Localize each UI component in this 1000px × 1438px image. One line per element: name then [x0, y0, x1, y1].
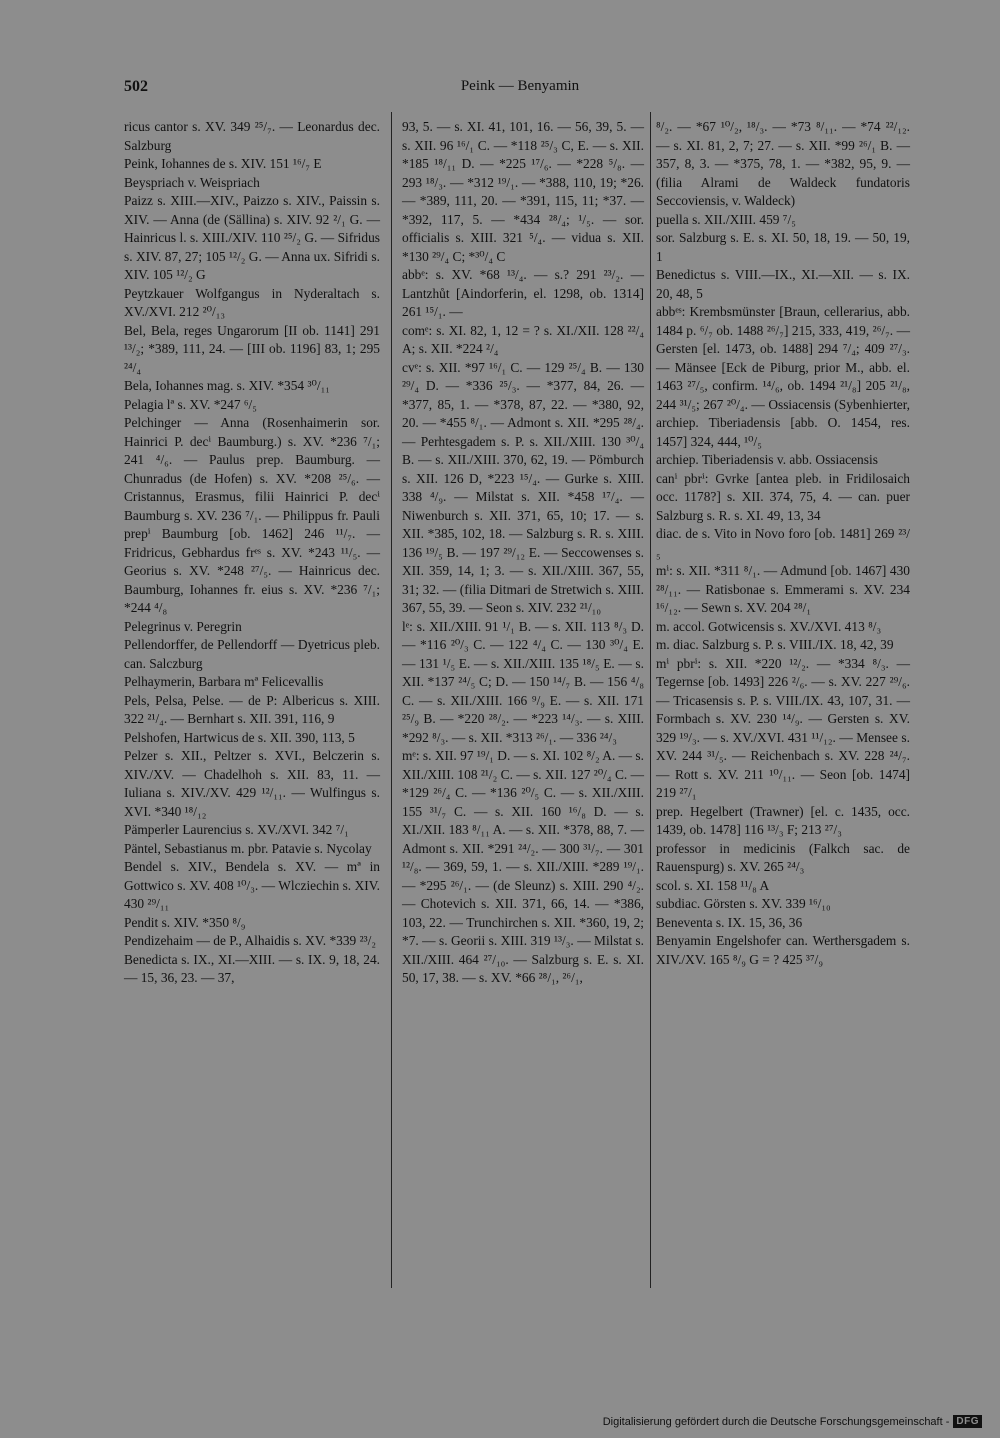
index-entry: diac. de s. Vito in Novo foro [ob. 1481] 269 ²³/₅: [656, 526, 910, 560]
index-entry: Pämperler Laurencius s. XV./XVI. 342 ⁷/₁: [124, 822, 349, 837]
index-entry: Bela, Iohannes mag. s. XIV. *354 ³⁰/₁₁: [124, 378, 330, 393]
index-entry: m. accol. Gotwicensis s. XV./XVI. 413 ⁸/₃: [656, 618, 882, 634]
index-entry: Pelegrinus v. Peregrin: [124, 618, 242, 634]
column-divider: [391, 112, 392, 1288]
index-entry: Paizz s. XIII.—XIV., Paizzo s. XIV., Paissin s. XIV. — Anna (de (Sällina) s. XIV. 92 ²/₁ G. — Hainricus l. s. XIII./XIV. 110 ²⁵/₂ G. — Sifridus s. XIV. 87, 27; 105 ¹²/₂ G. — Anna ux. Sifridi s. XIV. 105 ¹²/₂ G: [124, 193, 380, 282]
index-entry: Päntel, Sebastianus m. pbr. Patavie s. Nycolay: [124, 840, 372, 856]
index-entry: prep. Hegelbert (Trawner) [el. c. 1435, occ. 1439, ob. 1478] 116 ¹³/₃ F; 213 ²⁷/₃: [656, 803, 910, 837]
index-entry: Pendizehaim — de P., Alhaidis s. XV. *339 ²³/₂: [124, 933, 376, 948]
index-entry: ricus cantor s. XV. 349 ²⁵/₇. — Leonardus dec. Salzburg: [124, 119, 380, 153]
index-entry: Benedicta s. IX., XI.—XIII. — s. IX. 9, 18, 24. — 15, 36, 23. — 37,: [124, 951, 380, 985]
index-entry: canⁱ pbrⁱ: Gvrke [antea pleb. in Fridilosaich occ. 1178?] s. XII. 374, 75, 4. — can. puer Salzburg s. R. s. XI. 49, 13, 34: [656, 470, 910, 523]
index-entry: Pendit s. XIV. *350 ⁸/₉: [124, 914, 246, 930]
dfg-logo: DFG: [953, 1415, 982, 1428]
column-1: [124, 118, 380, 988]
index-entry: Pels, Pelsa, Pelse. — de P: Albericus s. XIII. 322 ²¹/₄. — Bernhart s. XII. 391, 116, 9: [124, 692, 380, 726]
index-entry: Peink, Iohannes de s. XIV. 151 ¹⁶/₇ E: [124, 156, 322, 171]
index-entry: m. diac. Salzburg s. P. s. VIII./IX. 18, 42, 39: [656, 637, 894, 652]
index-entry: Beyspriach v. Weispriach: [124, 174, 260, 190]
index-entry: professor in medicinis (Falkch sac. de Rauenspurg) s. XV. 265 ²⁴/₃: [656, 840, 910, 874]
index-entry: Benedictus s. VIII.—IX., XI.—XII. — s. IX. 20, 48, 5: [656, 267, 910, 301]
index-entry: Pelzer s. XII., Peltzer s. XVI., Belczerin s. XIV./XV. — Chadelhoh s. XII. 83, 11. — Iuliana s. XIV./XV. 429 ¹²/₁₁. — Wulfingus s. XVI. *340 ¹⁸/₁₂: [124, 748, 380, 819]
running-head: Peink — Benyamin: [460, 78, 580, 94]
index-entry: Pellendorffer, de Pellendorff — Dyetricus pleb. can. Salczburg: [124, 637, 380, 671]
index-entry: abbᵉˢ: Krembsmünster [Braun, cellerarius, abb. 1484 p. ⁶/₇ ob. 1488 ²⁶/₇] 215, 333, 419, ²⁶/₇. — Gersten [el. 1473, ob. 1488] 294 ⁷/₄; 409 ²⁷/₃. — Mänsee [Eck de Piburg, prior M., abb. el. 1463 ²⁷/₅, confirm. ¹⁴/₆, ob. 1494 ²¹/₈] 205 ²¹/₈, 244 ³¹/₅; 267 ²⁰/₄. — Ossiacensis (Sybenhierter, archiep. Tiberiadensis [abb. O. 1454, res. 1457] 324, 444, ¹⁰/₅: [656, 304, 910, 449]
index-entry: cvᵉ: s. XII. *97 ¹⁶/₁ C. — 129 ²⁵/₄ B. — 130 ²⁹/₄ D. — *336 ²⁵/₃. — *377, 84, 26. — *377, 85, 1. — *378, 87, 22. — *380, 92, 20. — *455 ⁸/₁. — Admont s. XII. *295 ²⁸/₄. — Perhtesgadem s. P. s. XII./XIII. 130 ³⁰/₄ B. — s. XII./XIII. 370, 62, 19. — Pömburch s. XII. 126 D, *223 ¹⁵/₄. — Gurke s. XIII. 338 ⁴/₉. — Milstat s. XII. *458 ¹⁷/₄. — Niwenburch s. XII. 371, 65, 10; 17. — s. XII. *385, 102, 18. — Salzburg s. R. s. XIII. 136 ¹⁹/₅ B. — 197 ²⁹/₁₂ E. — Seccowenses s. XII. 359, 14, 1; 3. — s. XII./XIII. 367, 55, 31; 32. — (filia Ditmari de Stretwich s. XIII. 367, 55, 39. — Seon s. XIV. 232 ²¹/₁₀: [402, 359, 644, 615]
index-entry: abbᵉ: s. XV. *68 ¹³/₄. — s.? 291 ²³/₂. — Lantzhůt [Aindorferin, el. 1298, ob. 1314] 261 ¹⁵/₁. —: [402, 267, 644, 319]
index-entry: ⁸/₂. — *67 ¹⁰/₂, ¹⁸/₃. — *73 ⁸/₁₁. — *74 ²²/₁₂. — s. XI. 81, 2, 7; 27. — s. XII. *99 ²⁶/₁ B. — 357, 8, 3. — *375, 78, 1. — *382, 95, 9. — (filia Alrami de Waldeck fundatoris Seccoviensis, v. Waldeck): [656, 119, 910, 208]
index-entry: scol. s. XI. 158 ¹¹/₈ A: [656, 877, 770, 893]
index-entry: Bel, Bela, reges Ungarorum [II ob. 1141] 291 ¹³/₂; *389, 111, 24. — [III ob. 1196] 83, 1; 295 ²⁴/₄: [124, 322, 380, 375]
index-entry: archiep. Tiberiadensis v. abb. Ossiacensis: [656, 452, 878, 467]
column-divider: [650, 112, 651, 1288]
index-entry: subdiac. Görsten s. XV. 339 ¹⁶/₁₀: [656, 896, 831, 911]
footer-text: Digitalisierung gefördert durch die Deutsche Forschungsgemeinschaft -: [602, 1415, 950, 1428]
index-entry: sor. Salzburg s. E. s. XI. 50, 18, 19. — 50, 19, 1: [656, 230, 910, 264]
index-entry: Pelshofen, Hartwicus de s. XII. 390, 113, 5: [124, 729, 355, 745]
column-3: [656, 118, 910, 969]
index-entry: Beneventa s. IX. 15, 36, 36: [656, 914, 803, 930]
index-entry: Pelagia lª s. XV. *247 ⁶/₅: [124, 396, 257, 412]
index-entry: mⁱ pbrⁱ: s. XII. *220 ¹²/₂. — *334 ⁸/₃. — Tegernse [ob. 1493] 226 ²/₆. — s. XV. 227 ²⁹/₆. — Tricasensis s. P. s. VIII./IX. 43, 107, 31. — Formbach s. XV. 230 ¹⁴/₉. — Gersten s. XV. 329 ¹⁹/₃. — s. XV./XVI. 431 ¹¹/₁₂. — Mensee s. XV. 244 ³¹/₅. — Reichenbach s. XV. 228 ²⁴/₇. — Rott s. XV. 211 ¹⁰/₁₁. — Seon [ob. 1474] 219 ²⁷/₁: [656, 655, 910, 800]
index-entry: Pelchinger — Anna (Rosenhaimerin sor. Hainrici P. decⁱ Baumburg.) s. XV. *236 ⁷/₁; 241 ⁴/₆. — Paulus prep. Baumburg. — Chunradus (de Hofen) s. XV. *208 ²⁵/₆. — Cristannus, Erasmus, filii Hainrici P. decⁱ Baumburg s. XV. 236 ⁷/₁. — Philippus fr. Pauli prepⁱ Baumburg [ob. 1462] 246 ¹¹/₇. — Fridricus, Gebhardus frᵉˢ s. XV. *243 ¹¹/₅. — Georius s. XV. *248 ²⁷/₅. — Hainricus dec. Baumburg, Iohannes fr. eius s. XV. *236 ⁷/₁; *244 ⁴/₈: [124, 415, 380, 615]
column-2: [402, 118, 644, 988]
index-entry: Pelhaymerin, Barbara mª Felicevallis: [124, 674, 324, 689]
index-entry: Bendel s. XIV., Bendela s. XV. — mª in Gottwico s. XV. 408 ¹⁰/₃. — Wlcziechin s. XIV. 430 ²⁹/₁₁: [124, 859, 380, 911]
index-entry: lᵉ: s. XII./XIII. 91 ¹/₁ B. — s. XII. 113 ⁸/₃ D. — *116 ²⁰/₃ C. — 122 ⁴/₄ C. — 130 ³⁰/₄ E. — 131 ¹/₅ E. — s. XII./XIII. 135 ¹⁸/₅ E. — s. XII. *137 ²⁴/₅ C; D. — 150 ¹⁴/₇ B. — 156 ⁴/₈ C. — s. XII./XIII. 166 ⁹/₉ E. — s. XII. 171 ²⁵/₉ B. — *220 ²⁸/₂. — *223 ¹⁴/₃. — s. XIII. *292 ⁸/₃. — s. XII. *313 ²⁶/₁. — 336 ²⁴/₃: [402, 618, 644, 745]
index-entry: comᵉ: s. XI. 82, 1, 12 = ? s. XI./XII. 128 ²²/₄ A; s. XII. *224 ²/₄: [402, 322, 644, 356]
index-entry: Benyamin Engelshofer can. Werthersgadem s. XIV./XV. 165 ⁸/₉ G = ? 425 ³⁷/₉: [656, 933, 910, 967]
index-entry: Peytzkauer Wolfgangus in Nyderaltach s. XV./XVI. 212 ²⁰/₁₃: [124, 285, 380, 319]
index-entry: mᵉ: s. XII. 97 ¹⁹/₁ D. — s. XI. 102 ⁸/₂ A. — s. XII./XIII. 108 ²¹/₂ C. — s. XII. 127 ²⁰/₄ C. — *129 ²⁶/₄ C. — *136 ²⁰/₅ C. — s. XII./XIII. 155 ³¹/₇ C. — s. XII. 160 ¹⁶/₈ D. — s. XI./XII. 183 ⁸/₁₁ A. — s. XII. *378, 88, 7. — Admont s. XII. *291 ²⁴/₂. — 300 ³¹/₇. — 301 ¹²/₈. — 369, 59, 1. — s. XII./XIII. *289 ¹⁹/₁. — *295 ²⁶/₁. — (de Sleunz) s. XIII. 290 ⁴/₂. — Chotevich s. XII. 371, 66, 14. — *386, 103, 22. — Trunchirchen s. XII. *360, 19, 2; *7. — s. Georii s. XIII. 319 ¹³/₃. — Milstat s. XII./XIII. 464 ²⁷/₁₀. — Salzburg s. E. s. XI. 50, 17, 38. — s. XV. *66 ²⁸/₁, ²⁶/₁,: [402, 748, 644, 985]
index-entry: mⁱ: s. XII. *311 ⁸/₁. — Admund [ob. 1467] 430 ²⁸/₁₁. — Ratisbonae s. Emmerami s. XV. 234 ¹⁶/₁₂. — Sewn s. XV. 204 ²⁸/₁: [656, 563, 910, 615]
footer: [603, 1415, 982, 1428]
index-entry: puella s. XII./XIII. 459 ⁷/₅: [656, 211, 796, 227]
index-entry: 93, 5. — s. XI. 41, 101, 16. — 56, 39, 5. — s. XII. 96 ¹⁶/₁ C. — *118 ²⁵/₃ C, E. — s. XII. *185 ¹⁸/₁₁ D. — *225 ¹⁷/₆. — *228 ⁵/₈. — 293 ¹⁸/₃. — *312 ¹⁹/₁. — *388, 110, 19; *26. — *389, 111, 20. — *391, 115, 11; *37. — *392, 117, 5. — *434 ²⁸/₄; ¹/₅. — sor. officialis s. XIII. 321 ⁵/₄. — vidua s. XII. *130 ²⁹/₄ C; *³⁰/₄ C: [402, 119, 644, 264]
page-number: 502: [124, 78, 148, 95]
